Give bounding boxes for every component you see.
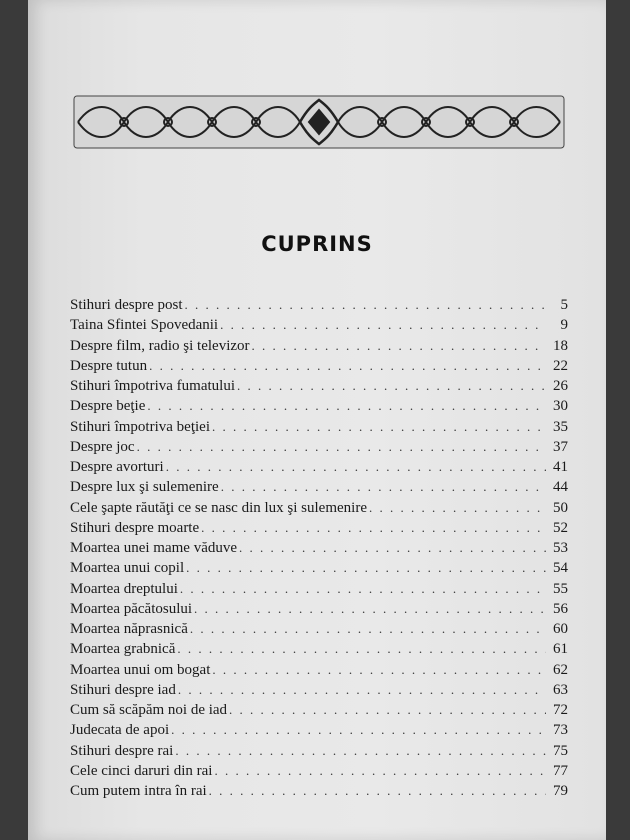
- toc-page-number: 60: [553, 621, 568, 637]
- toc-entry-title: Moartea grabnică: [70, 641, 176, 658]
- toc-entry-title: Stihuri despre moarte: [70, 519, 200, 536]
- toc-entry: [70, 680, 568, 700]
- toc-leader-dots: [194, 599, 546, 619]
- toc-leader-dots: [369, 498, 546, 518]
- toc-entry: [70, 579, 568, 599]
- toc-entry: [70, 700, 568, 720]
- toc-page-number: 26: [553, 378, 568, 394]
- toc-page-number: 44: [553, 479, 568, 496]
- toc-leader-dots: [190, 619, 546, 639]
- toc-page-number: 18: [553, 337, 568, 354]
- toc-entry-title: Despre beţie: [70, 398, 146, 415]
- toc-entry-title: Cum să scăpăm noi de iad: [70, 702, 228, 718]
- toc-leader-dots: [237, 376, 546, 396]
- toc-entry-title: Stihuri împotriva fumatului: [70, 378, 235, 394]
- toc-entry-title: Cele şapte răutăţi ce se nasc din lux şi sulemenire: [70, 499, 367, 516]
- toc-leader-dots: [137, 437, 546, 457]
- toc-page-number: 35: [553, 418, 568, 435]
- toc-entry-title: Moartea năprasnică: [70, 621, 188, 637]
- toc-entry: [70, 396, 568, 416]
- toc-leader-dots: [201, 518, 546, 538]
- toc-page-number: 9: [560, 317, 568, 334]
- toc-leader-dots: [178, 680, 546, 700]
- toc-entry-title: Despre tutun: [70, 357, 148, 374]
- toc-leader-dots: [185, 295, 547, 315]
- toc-page-number: 63: [553, 681, 568, 698]
- toc-leader-dots: [220, 315, 546, 335]
- toc-page-number: 77: [553, 762, 568, 779]
- toc-page-number: 52: [553, 519, 568, 536]
- toc-entry: [70, 498, 568, 518]
- toc-entry-title: Despre avorturi: [70, 459, 164, 475]
- toc-entry: [70, 417, 568, 437]
- toc-entry-title: Stihuri împotriva beţiei: [70, 418, 210, 435]
- toc-page-number: 73: [553, 722, 568, 739]
- toc-page-number: 22: [553, 357, 568, 374]
- toc-entry-title: Taina Sfintei Spovedanii: [70, 317, 219, 334]
- toc-entry-title: Stihuri despre post: [70, 297, 183, 313]
- page-title: CUPRINS: [261, 232, 373, 256]
- toc-leader-dots: [147, 396, 546, 416]
- toc-page-number: 75: [553, 742, 568, 759]
- toc-page-number: 54: [553, 560, 568, 577]
- toc-entry-title: Despre joc: [70, 438, 135, 455]
- toc-page-number: 41: [553, 459, 568, 475]
- toc-leader-dots: [212, 660, 546, 680]
- toc-leader-dots: [209, 781, 546, 801]
- toc-entry: [70, 538, 568, 558]
- toc-page-number: 55: [553, 580, 568, 597]
- toc-entry-title: Cele cinci daruri din rai: [70, 762, 213, 779]
- toc-entry-title: Moartea unei mame văduve: [70, 540, 238, 556]
- toc-entry: [70, 356, 568, 376]
- toc-entry: [70, 477, 568, 497]
- toc-entry-title: Cum putem intra în rai: [70, 783, 207, 799]
- toc-leader-dots: [221, 477, 546, 497]
- toc-leader-dots: [177, 639, 546, 659]
- toc-entry-title: Judecata de apoi: [70, 722, 170, 739]
- toc-entry-title: Moartea unui copil: [70, 560, 185, 577]
- ornamental-border: [72, 94, 566, 150]
- book-page: [28, 0, 606, 840]
- toc-page-number: 56: [553, 600, 568, 617]
- toc-leader-dots: [212, 417, 546, 437]
- toc-entry-title: Moartea unui om bogat: [70, 661, 211, 678]
- toc-leader-dots: [171, 720, 546, 740]
- toc-entry: [70, 741, 568, 761]
- toc-page-number: 72: [553, 702, 568, 718]
- toc-leader-dots: [175, 741, 546, 761]
- toc-page-number: 79: [553, 783, 568, 799]
- toc-entry: [70, 437, 568, 457]
- toc-page-number: 30: [553, 398, 568, 415]
- toc-page-number: 53: [553, 540, 568, 556]
- toc-entry: [70, 639, 568, 659]
- toc-leader-dots: [166, 457, 546, 477]
- toc-entry-title: Stihuri despre rai: [70, 742, 174, 759]
- toc-entry-title: Moartea păcătosului: [70, 600, 193, 617]
- toc-page-number: 50: [553, 499, 568, 516]
- toc-page-number: 62: [553, 661, 568, 678]
- toc-page-number: 61: [553, 641, 568, 658]
- toc-entry: [70, 336, 568, 356]
- toc-entry: [70, 558, 568, 578]
- toc-entry-title: Despre film, radio şi televizor: [70, 337, 250, 354]
- toc-leader-dots: [229, 700, 546, 720]
- toc-entry: [70, 660, 568, 680]
- toc-entry: [70, 761, 568, 781]
- toc-leader-dots: [180, 579, 546, 599]
- toc-entry: [70, 599, 568, 619]
- toc-page-number: 37: [553, 438, 568, 455]
- toc-entry-title: Moartea dreptului: [70, 580, 178, 597]
- table-of-contents: [70, 295, 568, 801]
- toc-leader-dots: [149, 356, 546, 376]
- toc-leader-dots: [239, 538, 546, 558]
- toc-entry: [70, 315, 568, 335]
- toc-entry: [70, 457, 568, 477]
- toc-leader-dots: [214, 761, 546, 781]
- toc-leader-dots: [252, 336, 546, 356]
- toc-leader-dots: [186, 558, 546, 578]
- toc-entry: [70, 295, 568, 315]
- toc-entry: [70, 781, 568, 801]
- toc-entry: [70, 376, 568, 396]
- toc-entry-title: Stihuri despre iad: [70, 681, 176, 698]
- toc-entry: [70, 720, 568, 740]
- toc-page-number: 5: [560, 297, 568, 313]
- toc-entry: [70, 518, 568, 538]
- toc-entry: [70, 619, 568, 639]
- toc-entry-title: Despre lux şi sulemenire: [70, 479, 219, 496]
